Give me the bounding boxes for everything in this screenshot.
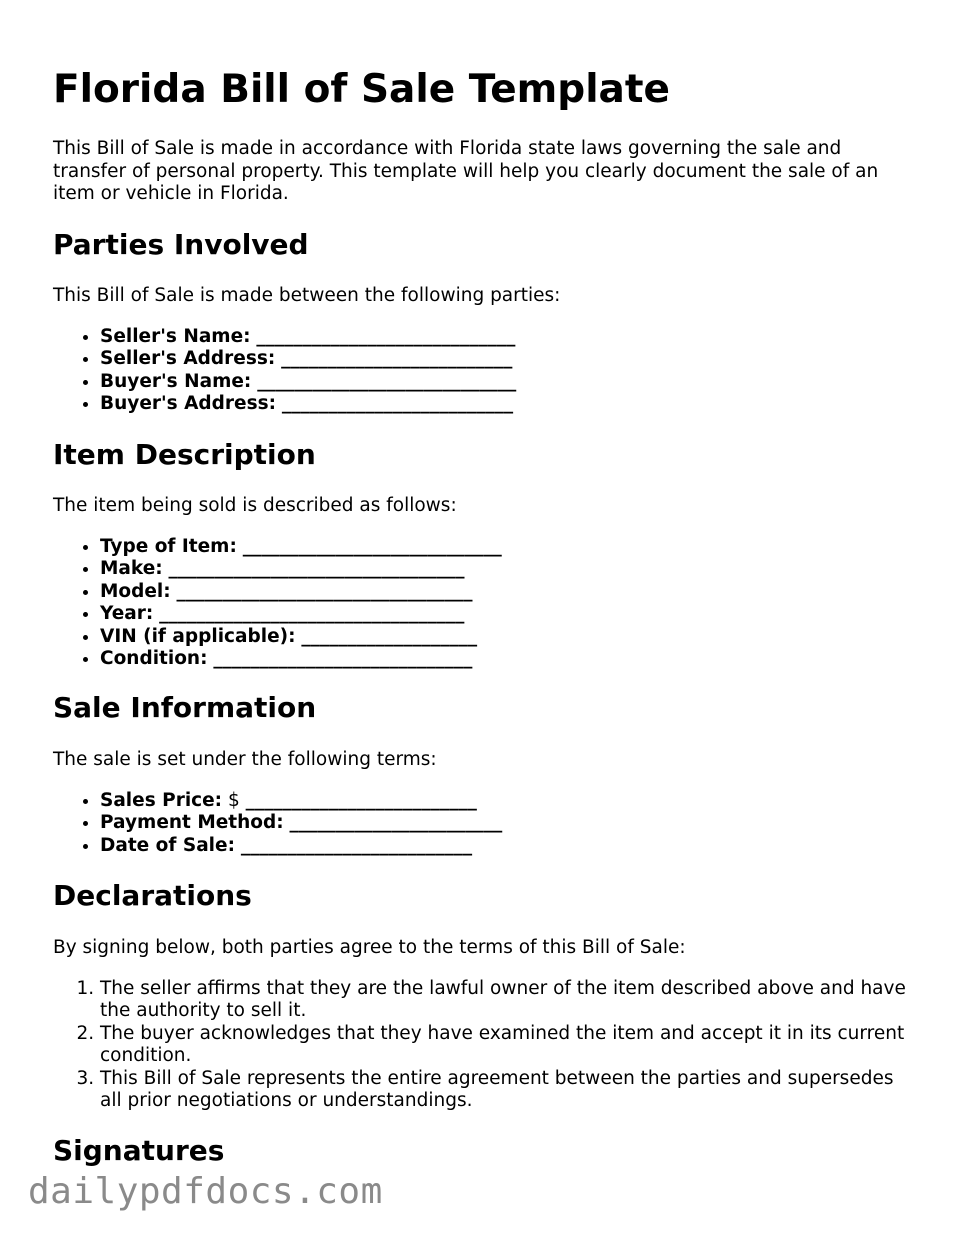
list-item <box>100 812 910 834</box>
field-blank-make: ________________________________ <box>168 558 465 580</box>
field-label-buyers-address: Buyer's Address: <box>100 393 277 415</box>
field-label-buyers-name: Buyer's Name: <box>100 370 252 392</box>
parties-lead: This Bill of Sale is made between the following parties: <box>53 285 561 306</box>
field-label-model: Model: <box>100 580 171 602</box>
field-label-make: Make: <box>100 558 163 580</box>
field-label-sellers-name: Seller's Name: <box>100 326 251 347</box>
field-blank-buyers-name: ____________________________ <box>257 370 517 392</box>
field-blank-date-of-sale: _________________________ <box>240 834 473 856</box>
watermark-text: dailypdfdocs.com <box>28 1171 383 1212</box>
list-item <box>100 348 910 370</box>
declarations-heading: Declarations <box>53 879 252 912</box>
list-item <box>100 603 910 625</box>
list-item <box>100 648 910 670</box>
currency-prefix: $ <box>227 790 240 811</box>
field-blank-buyers-address: _________________________ <box>281 393 514 415</box>
page-title: Florida Bill of Sale Template <box>53 67 670 112</box>
sale-information-list <box>53 790 910 857</box>
list-item <box>100 371 910 393</box>
list-item: 2. The buyer acknowledges that they have examined the item and accept it in its current condition. <box>100 1023 910 1068</box>
item-description-heading: Item Description <box>53 438 316 471</box>
field-label-sellers-address: Seller's Address: <box>100 348 276 370</box>
sale-information-lead: The sale is set under the following terms: <box>53 749 437 770</box>
list-item <box>100 790 910 812</box>
list-item <box>100 626 910 648</box>
field-label-sales-price: Sales Price: <box>100 790 223 811</box>
item-description-lead: The item being sold is described as follows: <box>53 495 457 516</box>
field-blank-model: ________________________________ <box>176 580 473 602</box>
declarations-lead: By signing below, both parties agree to the terms of this Bill of Sale: <box>53 937 686 958</box>
field-blank-type-of-item: ____________________________ <box>242 536 502 557</box>
declarations-list <box>53 978 910 1112</box>
field-blank-sellers-address: _________________________ <box>281 348 513 370</box>
field-blank-sales-price: _________________________ <box>245 790 477 811</box>
field-label-vin: VIN (if applicable): <box>100 625 296 647</box>
list-item <box>100 536 910 558</box>
sale-information-heading: Sale Information <box>53 691 317 724</box>
list-item <box>100 326 910 348</box>
field-blank-year: _________________________________ <box>159 603 465 625</box>
item-description-list <box>53 536 910 670</box>
list-item: 1. The seller affirms that they are the lawful owner of the item described above and have the authority to sell it. <box>100 978 910 1023</box>
field-label-year: Year: <box>100 603 154 625</box>
field-label-payment-method: Payment Method: <box>100 812 284 834</box>
list-item <box>100 393 910 415</box>
field-label-condition: Condition: <box>100 648 208 670</box>
field-blank-condition: ____________________________ <box>213 648 473 670</box>
signatures-heading: Signatures <box>53 1134 225 1167</box>
field-label-date-of-sale: Date of Sale: <box>100 834 235 856</box>
field-blank-vin: ___________________ <box>301 625 478 647</box>
parties-heading: Parties Involved <box>53 228 309 261</box>
parties-list <box>53 326 910 416</box>
list-item <box>100 558 910 580</box>
list-item <box>100 835 910 857</box>
list-item: 3. This Bill of Sale represents the entire agreement between the parties and supersedes all prior negotiations or understandings. <box>100 1068 910 1113</box>
field-blank-payment-method: _______________________ <box>289 812 503 834</box>
field-blank-sellers-name: ____________________________ <box>256 326 516 347</box>
intro-paragraph: This Bill of Sale is made in accordance with Florida state laws governing the sale and transfer of personal property. This template will help you clearly document the sale of an item or vehicle in Florida. <box>53 138 879 204</box>
list-item <box>100 581 910 603</box>
field-label-type-of-item: Type of Item: <box>100 536 237 557</box>
